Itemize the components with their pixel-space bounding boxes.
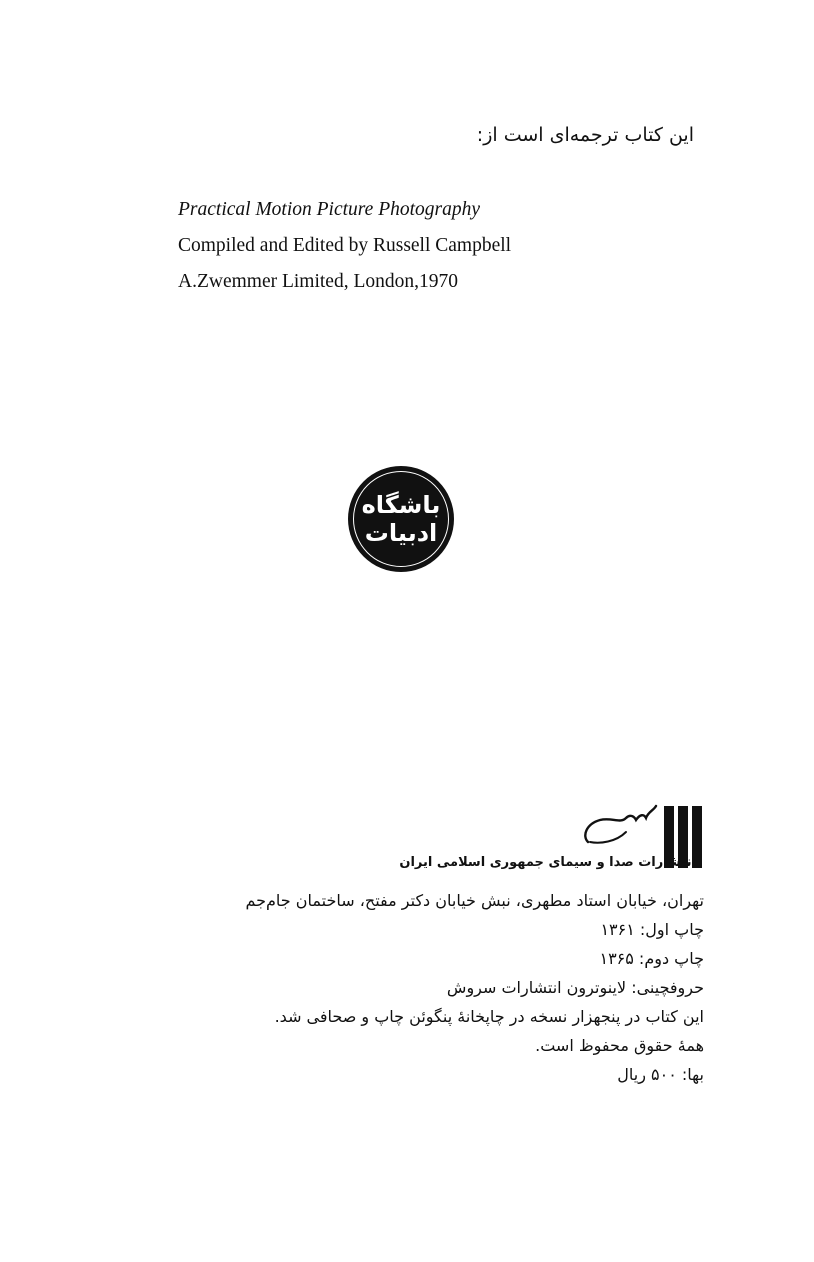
publisher-address: تهران، خیابان استاد مطهری، نبش خیابان دکتر مفتح، ساختمان جام‌جم bbox=[245, 891, 704, 910]
stamp-line-1: باشگاه bbox=[361, 491, 441, 519]
typesetting-credit: حروفچینی: لاینوترون انتشارات سروش bbox=[446, 978, 704, 997]
print-run-note: این کتاب در پنجهزار نسخه در چاپخانهٔ پنگوئن چاپ و صحافی شد. bbox=[274, 1007, 704, 1026]
stamp-line-2: ادبیات bbox=[364, 519, 438, 547]
publisher-name: انتشارات صدا و سیمای جمهوری اسلامی ایران bbox=[399, 855, 696, 870]
library-stamp-logo bbox=[348, 466, 454, 572]
source-publisher: A.Zwemmer Limited, London,1970 bbox=[178, 271, 458, 292]
second-print-date: چاپ دوم: ۱۳۶۵ bbox=[599, 949, 704, 968]
first-print-date: چاپ اول: ۱۳۶۱ bbox=[600, 920, 704, 939]
source-title: Practical Motion Picture Photography bbox=[178, 199, 481, 220]
price: بها: ۵۰۰ ریال bbox=[617, 1065, 704, 1084]
imprint-block bbox=[184, 886, 704, 1089]
source-editor: Compiled and Edited by Russell Campbell bbox=[178, 235, 512, 256]
translation-note: این کتاب ترجمه‌ای است از: bbox=[476, 124, 694, 146]
source-book-info bbox=[178, 192, 511, 300]
rights-notice: همهٔ حقوق محفوظ است. bbox=[535, 1036, 704, 1055]
